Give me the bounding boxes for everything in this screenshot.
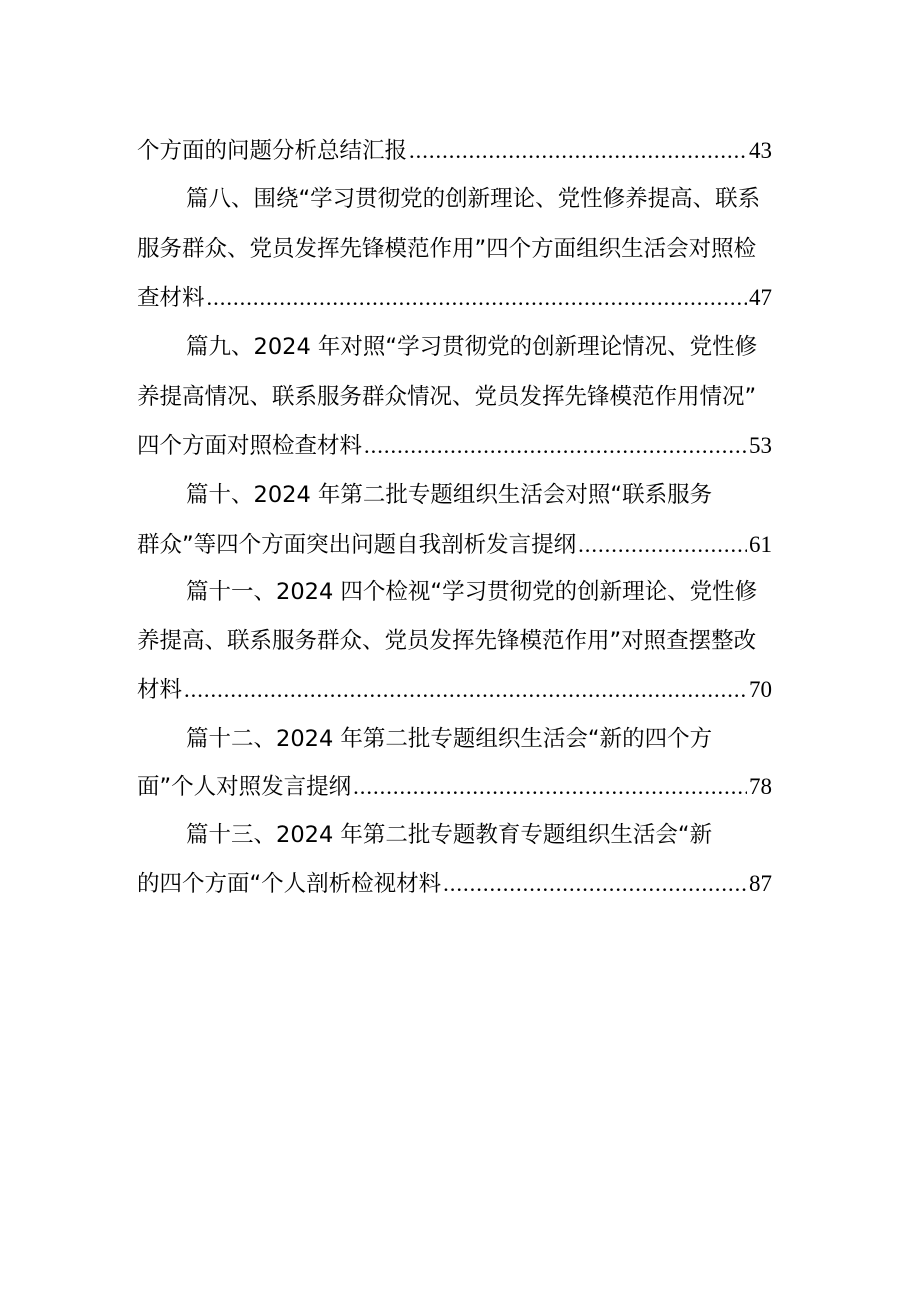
toc-entry-line[interactable]	[137, 273, 772, 323]
toc-leader-dots	[364, 421, 747, 471]
toc-entry-line[interactable]	[137, 520, 772, 570]
toc-entry-text: 四个方面对照检查材料	[137, 433, 363, 459]
toc-entry-line[interactable]: 篇十一、2024 四个检视“学习贯彻党的创新理论、党性修	[186, 579, 758, 605]
toc-page-number: 43	[749, 138, 772, 163]
toc-entry-line[interactable]: 篇十三、2024 年第二批专题教育专题组织生活会“新	[186, 822, 713, 848]
toc-entry-line[interactable]	[137, 126, 772, 176]
toc-entry-text: 面”个人对照发言提纲	[137, 774, 352, 800]
toc-leader-dots	[443, 859, 747, 909]
toc-entry-line[interactable]: 篇八、围绕“学习贯彻党的创新理论、党性修养提高、联系	[186, 186, 761, 212]
toc-leader-dots	[578, 520, 747, 570]
toc-entry-text: 群众”等四个方面突出问题自我剖析发言提纲	[137, 532, 577, 558]
toc-entry-line[interactable]: 服务群众、党员发挥先锋模范作用”四个方面组织生活会对照检	[137, 236, 757, 262]
toc-entry-line[interactable]: 养提高情况、联系服务群众情况、党员发挥先锋模范作用情况”	[137, 384, 757, 410]
toc-leader-dots	[409, 126, 747, 176]
toc-entry-line[interactable]: 篇九、2024 年对照“学习贯彻党的创新理论情况、党性修	[186, 334, 758, 360]
toc-entry-line[interactable]	[137, 762, 772, 812]
toc-page-number: 87	[749, 871, 772, 896]
toc-entry-text: 的四个方面“个人剖析检视材料	[137, 871, 442, 897]
toc-page-number: 78	[749, 774, 772, 799]
toc-entry-line[interactable]	[137, 421, 772, 471]
toc-entry-line[interactable]: 篇十二、2024 年第二批专题组织生活会“新的四个方	[186, 726, 713, 752]
toc-entry-text: 个方面的问题分析总结汇报	[137, 138, 408, 164]
toc-leader-dots	[353, 762, 747, 812]
toc-entry-text: 查材料	[137, 285, 205, 311]
toc-leader-dots	[184, 665, 747, 715]
toc-leader-dots	[207, 273, 747, 323]
toc-page-number: 47	[749, 285, 772, 310]
toc-entry-line[interactable]: 养提高、联系服务群众、党员发挥先锋模范作用”对照查摆整改	[137, 628, 757, 654]
toc-entry-line[interactable]	[137, 859, 772, 909]
toc-page-number: 53	[749, 433, 772, 458]
toc-page-number: 61	[749, 532, 772, 557]
toc-entry-text: 材料	[137, 677, 183, 703]
toc-entry-line[interactable]	[137, 665, 772, 715]
toc-page-number: 70	[749, 677, 772, 702]
toc-entry-line[interactable]: 篇十、2024 年第二批专题组织生活会对照“联系服务	[186, 482, 713, 508]
